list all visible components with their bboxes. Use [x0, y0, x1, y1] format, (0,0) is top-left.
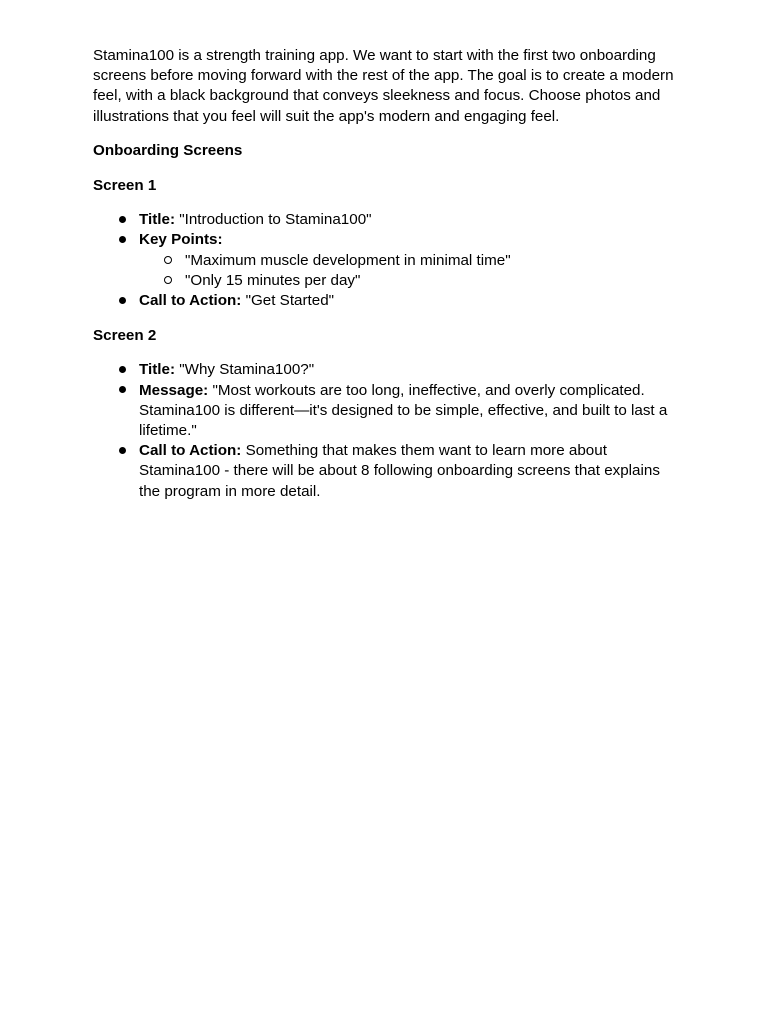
screen-2-cta-label: Call to Action:	[139, 442, 242, 460]
screen-1-key-points-label: Key Points:	[139, 231, 223, 249]
bullet-icon	[116, 381, 128, 401]
bullet-icon	[116, 441, 128, 461]
screen-2-cta-item	[93, 441, 683, 502]
screen-1-title-item	[93, 210, 683, 230]
key-point-item	[139, 251, 683, 271]
key-point-item	[139, 271, 683, 291]
bullet-icon	[116, 291, 128, 311]
hollow-bullet-icon	[162, 251, 174, 271]
screen-1-title-label: Title:	[139, 211, 176, 229]
screen-1-cta-item	[93, 291, 683, 311]
screen-1-key-points-item	[93, 230, 683, 291]
document-page	[93, 46, 683, 516]
bullet-icon	[116, 360, 128, 380]
screen-2-cta-value: Something that makes them want to learn more about Stamina100 - there will be about 8 following onboarding screens that explains the program in more detail.	[139, 442, 660, 500]
screen-2-title-value: "Why Stamina100?"	[175, 361, 315, 379]
screen-2-heading: Screen 2	[93, 326, 157, 344]
screen-2-message-value: "Most workouts are too long, ineffective, and overly complicated. Stamina100 is different—it's designed to be simple, effective, and built to last a lifetime."	[139, 381, 668, 440]
key-point-text: "Only 15 minutes per day"	[185, 271, 361, 289]
screen-1-cta-label: Call to Action:	[139, 292, 242, 310]
onboarding-screens-heading: Onboarding Screens	[93, 141, 243, 159]
bullet-icon	[116, 230, 128, 250]
screen-2-list	[93, 360, 683, 501]
key-points-sublist	[139, 251, 683, 291]
screen-1-heading: Screen 1	[93, 176, 157, 194]
screen-1-cta-value: "Get Started"	[241, 292, 335, 310]
screen-1-title-value: "Introduction to Stamina100"	[175, 211, 372, 229]
screen-1-list	[93, 210, 683, 311]
hollow-bullet-icon	[162, 271, 174, 291]
intro-paragraph: Stamina100 is a strength training app. We want to start with the first two onboarding screens before moving forward with the rest of the app. The goal is to create a modern feel, with a black background that conveys sleekness and focus. Choose photos and illustrations that you feel will suit the app's modern and engaging feel.	[93, 47, 674, 125]
screen-2-message-label: Message:	[139, 381, 209, 399]
key-point-text: "Maximum muscle development in minimal time"	[185, 251, 511, 269]
screen-2-title-item	[93, 360, 683, 380]
bullet-icon	[116, 210, 128, 230]
screen-2-message-item	[93, 381, 683, 442]
screen-2-title-label: Title:	[139, 361, 176, 379]
